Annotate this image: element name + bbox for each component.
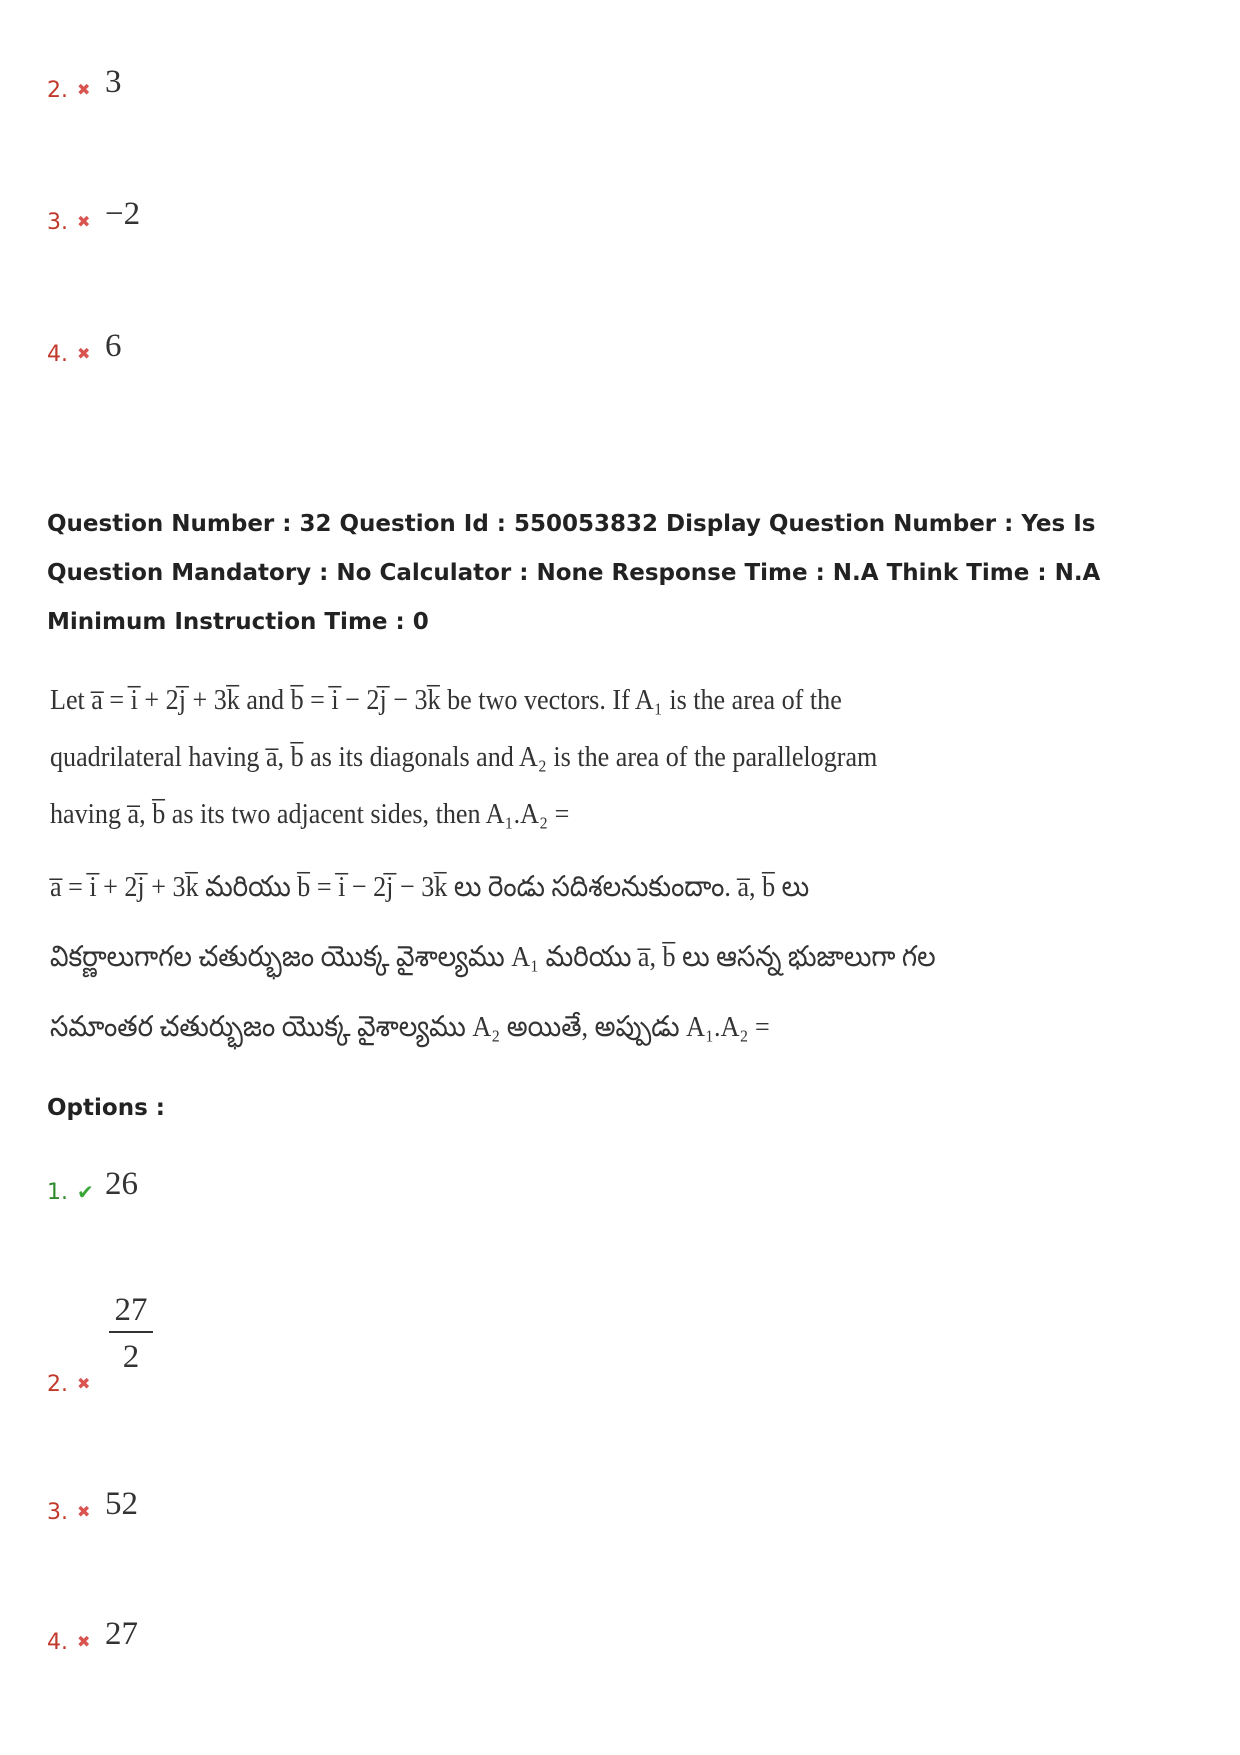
cross-icon: ✖ (77, 1502, 91, 1521)
cross-icon: ✖ (77, 1632, 91, 1651)
cross-icon: ✖ (77, 80, 91, 99)
cross-icon: ✖ (77, 212, 91, 231)
question-text (50, 672, 950, 1056)
option-number: 3. (47, 210, 68, 235)
option-value: −2 (105, 196, 141, 232)
option-value: 26 (105, 1166, 138, 1202)
option-3 (47, 1486, 138, 1525)
fraction-denominator: 2 (122, 1339, 140, 1375)
option-number: 4. (47, 342, 68, 367)
question-line-en-3: having a̅, b̅ as its two adjacent sides, then A₁.A₂ = (50, 798, 570, 830)
options-label: Options : (47, 1095, 165, 1121)
cross-icon: ✖ (77, 344, 91, 363)
option-number: 2. (47, 78, 68, 103)
option-number: 1. (47, 1180, 68, 1205)
prev-option-4 (47, 328, 122, 367)
question-meta: Question Number : 32 Question Id : 550053832 Display Question Number : Yes Is Question Mandatory : No Calculator : None Response Time : N.A Think Time : N.A Minimum Instruction Time : 0 (47, 511, 1101, 635)
fraction-bar (109, 1331, 153, 1333)
question-line-te-3: సమాంతర చతుర్భుజం యొక్క వైశాల్యము A₂ అయితే, అప్పుడు A₁.A₂ = (50, 1011, 770, 1043)
question-line-en-2: quadrilateral having a̅, b̅ as its diagonals and A₂ is the area of the parallelogram (50, 741, 878, 773)
prev-option-2 (47, 64, 122, 103)
option-value: 6 (105, 328, 122, 364)
question-line-te-1: a̅ = i̅ + 2j̅ + 3k̅ మరియు b̅ = i̅ − 2j̅ − 3k̅ లు రెండు సదిశలనుకుందాం. a̅, b̅ లు (50, 871, 810, 903)
option-number: 2. (47, 1372, 68, 1397)
cross-icon: ✖ (77, 1374, 91, 1393)
option-value: 52 (105, 1486, 138, 1522)
option-number: 3. (47, 1500, 68, 1525)
option-value: 27 (105, 1616, 138, 1652)
option-2 (47, 1292, 153, 1397)
option-value: 3 (105, 64, 122, 100)
option-1 (47, 1166, 138, 1205)
fraction-value (109, 1292, 153, 1376)
option-number: 4. (47, 1630, 68, 1655)
fraction-numerator: 27 (114, 1292, 148, 1328)
question-line-te-2: వికర్ణాలుగాగల చతుర్భుజం యొక్క వైశాల్యము A₁ మరియు a̅, b̅ లు ఆసన్న భుజాలుగా గల (50, 941, 936, 973)
option-4 (47, 1616, 138, 1655)
check-icon: ✔ (77, 1180, 94, 1204)
question-line-en-1: Let a̅ = i̅ + 2j̅ + 3k̅ and b̅ = i̅ − 2j̅ − 3k̅ be two vectors. If A₁ is the area of the (50, 684, 842, 716)
prev-option-3 (47, 196, 141, 235)
